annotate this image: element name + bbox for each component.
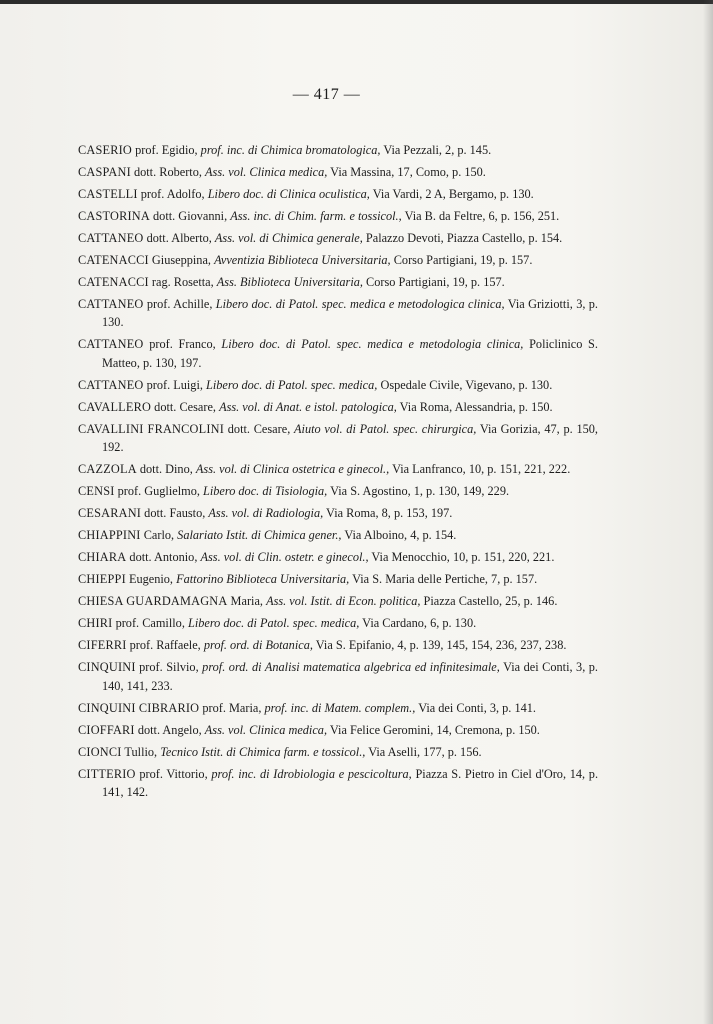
entry-role: Salariato Istit. di Chimica gener.,	[177, 528, 342, 543]
entry-surname: CHIEPPI	[78, 572, 126, 587]
entry-role: Libero doc. di Patol. spec. medica,	[206, 377, 378, 392]
entry-address: Ospedale Civile, Vigevano, p. 130.	[380, 377, 553, 392]
entry-address: Corso Partigiani, 19, p. 157.	[366, 275, 505, 289]
entry-surname: CITTERIO	[78, 766, 136, 781]
directory-entry	[78, 163, 598, 181]
entry-surname: CHIAPPINI	[78, 528, 141, 543]
directory-entry	[78, 185, 598, 203]
entry-address: Via S. Agostino, 1, p. 130, 149, 229.	[330, 484, 510, 499]
entry-address: Via Aselli, 177, p. 156.	[368, 744, 482, 759]
entry-surname: CATTANEO	[78, 337, 144, 352]
entry-role: Ass. vol. di Chimica generale,	[214, 231, 363, 245]
entry-title: dott. Antonio,	[129, 550, 198, 565]
entry-address: Via Griziotti, 3, p. 130.	[102, 297, 599, 330]
entry-surname: CATTANEO	[78, 231, 144, 245]
top-border-line	[0, 0, 713, 4]
entry-address: Policlinico S. Matteo, p. 130, 197.	[102, 337, 598, 370]
entry-role: Libero doc. di Tisiologia,	[203, 484, 328, 499]
entry-surname: CATTANEO	[78, 297, 144, 311]
directory-entry	[78, 504, 598, 522]
directory-entry	[78, 526, 598, 544]
entry-title: dott. Cesare,	[154, 399, 216, 414]
entry-surname: CESARANI	[78, 506, 142, 521]
entry-surname: CHIARA	[78, 550, 127, 565]
entry-role: Ass. vol. di Radiologia,	[208, 506, 324, 521]
directory-entry	[78, 592, 598, 610]
entry-address: Via Pezzali, 2, p. 145.	[383, 143, 492, 157]
directory-entry	[78, 398, 598, 416]
entry-surname: CIFERRI	[78, 638, 127, 653]
directory-entry	[78, 721, 598, 739]
entry-role: Avventizia Biblioteca Universitaria,	[214, 253, 391, 267]
entry-title: prof. Camillo,	[115, 616, 185, 631]
entry-title: prof. Luigi,	[146, 377, 203, 392]
entry-address: Via Massina, 17, Como, p. 150.	[330, 165, 486, 179]
entry-address: Via Menocchio, 10, p. 151, 220, 221.	[371, 550, 555, 565]
entry-address: Via B. da Feltre, 6, p. 156, 251.	[404, 209, 560, 223]
directory-entry	[78, 482, 598, 500]
entry-address: Via Vardi, 2 A, Bergamo, p. 130.	[372, 187, 534, 201]
entry-role: Ass. vol. di Clinica ostetrica e ginecol.,	[195, 462, 390, 477]
entry-address: Piazza Castello, 25, p. 146.	[423, 594, 558, 609]
entry-role: Libero doc. di Clinica oculistica,	[207, 187, 370, 201]
entry-surname: CINQUINI	[78, 660, 136, 675]
entry-role: prof. inc. di Idrobiologia e pescicoltura,	[211, 766, 412, 781]
entry-surname: CASTELLI	[78, 187, 138, 201]
entry-surname: CASTORINA	[78, 209, 150, 223]
entry-address: Via dei Conti, 3, p. 140, 141, 233.	[102, 660, 599, 693]
entry-address: Via Gorizia, 47, p. 150, 192.	[102, 421, 598, 455]
directory-entry	[78, 460, 598, 478]
entry-surname: CENSI	[78, 484, 115, 499]
directory-entry-list	[78, 141, 598, 801]
entry-title: prof. Adolfo,	[140, 187, 205, 201]
entry-address: Via S. Maria delle Pertiche, 7, p. 157.	[352, 572, 538, 587]
directory-entry	[78, 141, 598, 159]
entry-title: Maria,	[230, 594, 263, 609]
entry-title: prof. Guglielmo,	[117, 484, 200, 499]
directory-entry	[78, 636, 598, 654]
entry-role: Ass. inc. di Chim. farm. e tossicol.,	[230, 209, 402, 223]
directory-entry	[78, 376, 598, 394]
directory-entry	[78, 743, 598, 761]
directory-entry	[78, 570, 598, 588]
directory-entry	[78, 658, 598, 695]
entry-title: dott. Alberto,	[146, 231, 212, 245]
entry-surname: CAZZOLA	[78, 462, 137, 477]
directory-entry	[78, 614, 598, 632]
entry-surname: CATTANEO	[78, 377, 144, 392]
directory-entry	[78, 251, 598, 269]
directory-entry	[78, 335, 598, 372]
entry-surname: CINQUINI CIBRARIO	[78, 700, 200, 715]
entry-title: prof. Raffaele,	[129, 638, 201, 653]
entry-surname: CHIESA GUARDAMAGNA	[78, 594, 228, 609]
entry-title: Carlo,	[143, 528, 175, 543]
entry-title: Giuseppina,	[151, 253, 211, 267]
entry-role: prof. inc. di Matem. complem.,	[264, 700, 416, 715]
entry-title: Tullio,	[124, 744, 158, 759]
entry-address: Corso Partigiani, 19, p. 157.	[393, 253, 533, 267]
entry-title: dott. Giovanni,	[153, 209, 228, 223]
entry-surname: CIOFFARI	[78, 722, 135, 737]
entry-address: Via Felice Geromini, 14, Cremona, p. 150.	[329, 722, 540, 737]
entry-title: prof. Vittorio,	[139, 766, 208, 781]
entry-surname: CAVALLERO	[78, 399, 152, 414]
entry-address: Piazza S. Pietro in Ciel d'Oro, 14, p. 141, 142.	[102, 766, 599, 800]
entry-role: prof. inc. di Chimica bromatologica,	[200, 143, 381, 157]
entry-address: Via Roma, Alessandria, p. 150.	[399, 399, 553, 414]
page-number: — 417 —	[292, 86, 361, 103]
entry-role: Ass. vol. di Clin. ostetr. e ginecol.,	[200, 550, 369, 565]
directory-entry	[78, 295, 598, 332]
entry-title: Eugenio,	[128, 572, 174, 587]
entry-surname: CATENACCI	[78, 275, 149, 289]
entry-address: Via Cardano, 6, p. 130.	[362, 616, 477, 631]
entry-address: Via Alboino, 4, p. 154.	[344, 528, 457, 543]
entry-title: prof. Franco,	[149, 337, 216, 352]
directory-entry	[78, 229, 598, 247]
directory-entry	[78, 699, 598, 717]
entry-role: Ass. vol. Istit. di Econ. politica,	[266, 594, 421, 609]
entry-address: Palazzo Devoti, Piazza Castello, p. 154.	[365, 231, 563, 245]
entry-role: Ass. vol. di Anat. e istol. patologica,	[219, 399, 397, 414]
entry-role: prof. ord. di Botanica,	[203, 638, 313, 653]
entry-title: dott. Roberto,	[133, 165, 202, 179]
entry-role: prof. ord. di Analisi matematica algebrica ed infinitesimale,	[202, 660, 500, 675]
entry-title: prof. Achille,	[146, 297, 213, 311]
entry-address: Via Roma, 8, p. 153, 197.	[326, 506, 453, 521]
entry-title: rag. Rosetta,	[151, 275, 214, 289]
page-edge-shadow	[703, 0, 713, 1024]
entry-role: Libero doc. di Patol. spec. medica,	[187, 616, 360, 631]
directory-entry	[78, 420, 598, 457]
entry-title: dott. Fausto,	[144, 506, 206, 521]
entry-role: Ass. Biblioteca Universitaria,	[216, 275, 363, 289]
directory-entry	[78, 207, 598, 225]
entry-surname: CIONCI	[78, 744, 122, 759]
entry-role: Ass. vol. Clinica medica,	[204, 722, 328, 737]
entry-title: prof. Egidio,	[135, 143, 198, 157]
entry-title: prof. Maria,	[202, 700, 262, 715]
directory-entry	[78, 273, 598, 291]
entry-title: dott. Angelo,	[137, 722, 202, 737]
directory-entry	[78, 765, 598, 802]
entry-address: Via S. Epifanio, 4, p. 139, 145, 154, 236, 237, 238.	[315, 638, 567, 653]
directory-entry	[78, 548, 598, 566]
entry-role: Tecnico Istit. di Chimica farm. e tossicol.,	[160, 744, 366, 759]
entry-title: dott. Dino,	[139, 462, 193, 477]
entry-role: Aiuto vol. di Patol. spec. chirurgica,	[294, 421, 477, 436]
entry-surname: CAVALLINI FRANCOLINI	[78, 421, 224, 436]
entry-title: prof. Silvio,	[139, 660, 199, 675]
entry-role: Libero doc. di Patol. spec. medica e metodologica clinica,	[215, 297, 505, 311]
entry-address: Via dei Conti, 3, p. 141.	[418, 700, 536, 715]
entry-surname: CHIRI	[78, 616, 113, 631]
entry-surname: CATENACCI	[78, 253, 149, 267]
entry-role: Libero doc. di Patol. spec. medica e metodologia clinica,	[221, 337, 524, 352]
entry-role: Ass. vol. Clinica medica,	[205, 165, 328, 179]
entry-surname: CASPANI	[78, 165, 131, 179]
entry-address: Via Lanfranco, 10, p. 151, 221, 222.	[392, 462, 571, 477]
entry-surname: CASERIO	[78, 143, 133, 157]
entry-title: dott. Cesare,	[227, 421, 291, 436]
entry-role: Fattorino Biblioteca Universitaria,	[176, 572, 350, 587]
